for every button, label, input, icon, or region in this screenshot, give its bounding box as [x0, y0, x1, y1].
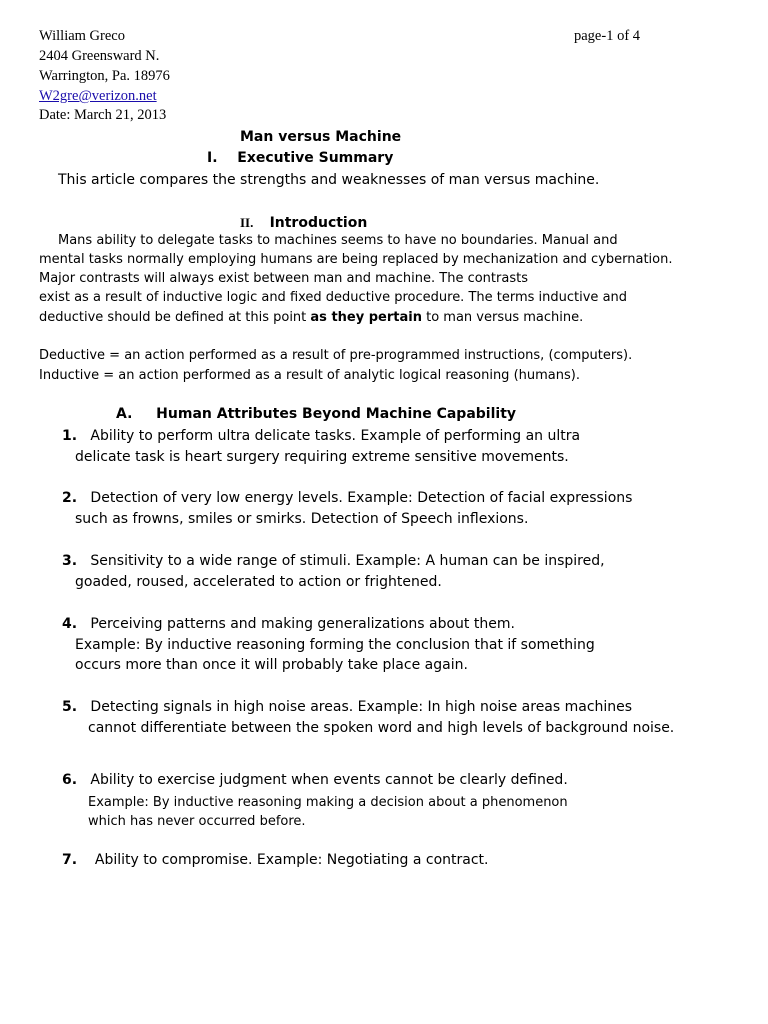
deductive-definition: Deductive = an action performed as a result of pre-programmed instructions, (computers).	[39, 348, 633, 363]
intro-line-3: Major contrasts will always exist between man and machine. The contrasts	[39, 271, 528, 286]
intro-heading	[240, 212, 367, 231]
section-a-letter: A.	[116, 406, 133, 422]
list-item-text: Ability to perform ultra delicate tasks. Example of performing an ultra	[90, 428, 581, 444]
intro-line-5-pre: deductive should be defined at this point	[39, 310, 311, 325]
list-item-1	[62, 428, 580, 444]
street-address: 2404 Greensward N.	[39, 48, 160, 64]
list-item-4-cont-2: occurs more than once it will probably take place again.	[75, 657, 468, 673]
list-item-4-cont-1: Example: By inductive reasoning forming the conclusion that if something	[75, 637, 595, 653]
exec-summary-text: This article compares the strengths and weaknesses of man versus machine.	[58, 172, 600, 188]
intro-line-5-post: to man versus machine.	[421, 310, 584, 325]
list-item-number: 1.	[62, 428, 78, 444]
list-item-number: 7.	[62, 852, 78, 868]
intro-line-4: exist as a result of inductive logic and fixed deductive procedure. The terms inductive and	[39, 290, 628, 305]
list-item-number: 4.	[62, 616, 78, 632]
section-a-heading	[116, 406, 516, 422]
intro-line-5	[39, 310, 583, 325]
list-item-5	[62, 699, 632, 715]
list-item-6-cont-2: which has never occurred before.	[88, 814, 306, 829]
city-address: Warrington, Pa. 18976	[39, 68, 170, 84]
list-item-text: Perceiving patterns and making generalizations about them.	[90, 616, 515, 632]
document-date: Date: March 21, 2013	[39, 107, 167, 123]
intro-line-1: Mans ability to delegate tasks to machines seems to have no boundaries. Manual and	[58, 233, 618, 248]
list-item-2-cont: such as frowns, smiles or smirks. Detection of Speech inflexions.	[75, 511, 529, 527]
section-a-title: Human Attributes Beyond Machine Capability	[156, 406, 517, 422]
list-item-text: Detecting signals in high noise areas. Example: In high noise areas machines	[90, 699, 633, 715]
list-item-number: 5.	[62, 699, 78, 715]
list-item-text: Ability to exercise judgment when events cannot be clearly defined.	[90, 772, 568, 788]
intro-title: Introduction	[269, 215, 368, 231]
list-item-5-cont: cannot differentiate between the spoken word and high levels of background noise.	[88, 720, 675, 736]
inductive-definition: Inductive = an action performed as a result of analytic logical reasoning (humans).	[39, 368, 580, 383]
exec-summary-heading	[207, 150, 393, 166]
exec-summary-numeral: I.	[207, 150, 218, 166]
intro-numeral: II.	[240, 215, 254, 230]
author-name: William Greco	[39, 28, 125, 44]
list-item-6	[62, 772, 568, 788]
page-number: page-1 of 4	[574, 28, 641, 44]
list-item-2	[62, 490, 632, 506]
list-item-number: 2.	[62, 490, 78, 506]
document-title: Man versus Machine	[240, 129, 402, 145]
list-item-1-cont: delicate task is heart surgery requiring extreme sensitive movements.	[75, 449, 569, 465]
list-item-text: Ability to compromise. Example: Negotiating a contract.	[94, 852, 489, 868]
list-item-4	[62, 616, 515, 632]
list-item-3-cont: goaded, roused, accelerated to action or frightened.	[75, 574, 442, 590]
list-item-6-cont-1: Example: By inductive reasoning making a decision about a phenomenon	[88, 795, 568, 810]
email-link[interactable]: W2gre@verizon.net	[39, 88, 157, 104]
list-item-number: 3.	[62, 553, 78, 569]
list-item-text: Sensitivity to a wide range of stimuli. Example: A human can be inspired,	[90, 553, 605, 569]
list-item-7	[62, 852, 489, 868]
list-item-3	[62, 553, 605, 569]
exec-summary-title: Executive Summary	[237, 150, 394, 166]
list-item-number: 6.	[62, 772, 78, 788]
list-item-text: Detection of very low energy levels. Example: Detection of facial expressions	[90, 490, 633, 506]
intro-line-2: mental tasks normally employing humans are being replaced by mechanization and cybernation.	[39, 252, 673, 267]
intro-line-5-bold: as they pertain	[310, 310, 422, 325]
